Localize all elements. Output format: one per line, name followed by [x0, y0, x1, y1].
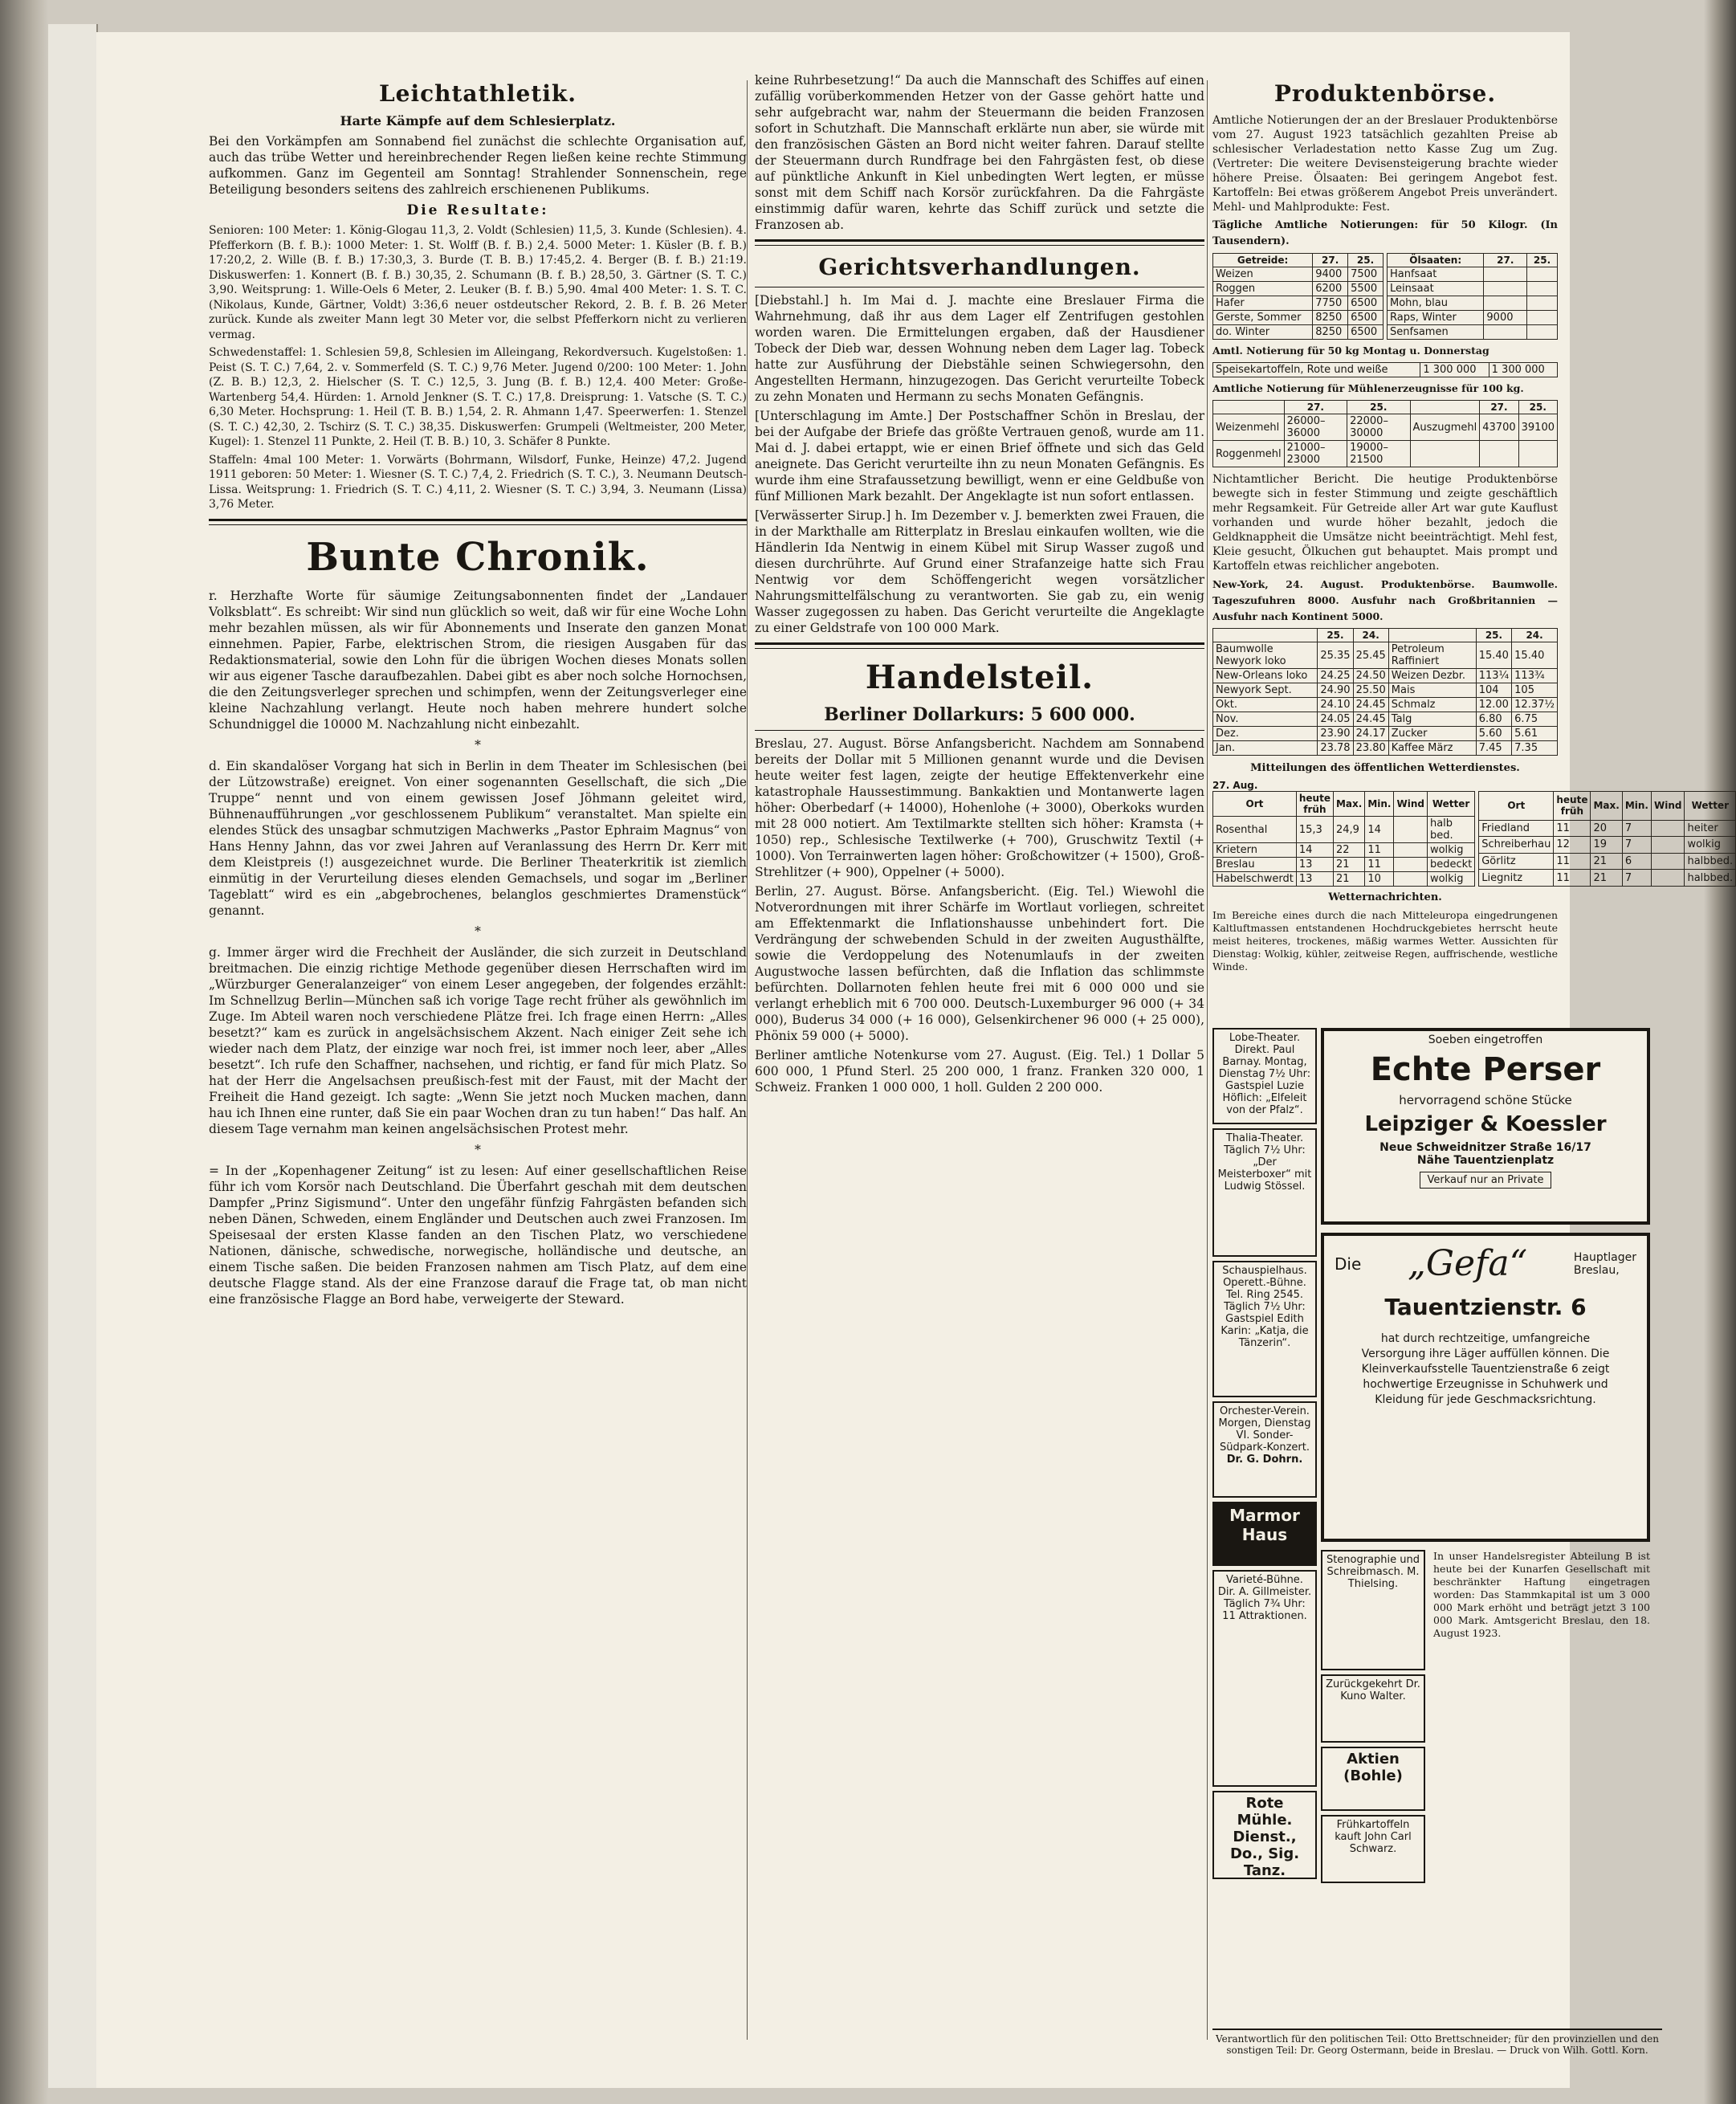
- table-cell: 23.90: [1318, 727, 1353, 741]
- flour-table: [1212, 400, 1558, 467]
- table-cell: Kaffee März: [1388, 741, 1476, 756]
- newspaper-page: [96, 32, 1734, 2088]
- column-rule: [747, 80, 748, 2040]
- table-cell: New-Orleans loko: [1213, 669, 1318, 683]
- weather-header-cell: Min.: [1622, 792, 1651, 821]
- oilseed-header-cell: Ölsaaten:: [1388, 254, 1484, 267]
- table-cell: 105: [1512, 683, 1558, 698]
- table-cell: Hafer: [1213, 296, 1313, 311]
- table-row: [1213, 712, 1558, 727]
- ad-perser-sub: hervorragend schöne Stücke: [1399, 1093, 1572, 1107]
- table-cell: halb bed.: [1427, 817, 1474, 843]
- table-cell: [1394, 817, 1427, 843]
- table-cell: 104: [1476, 683, 1511, 698]
- newyork-title: New-York, 24. August. Produktenbörse. Baumwolle. Tageszufuhren 8000. Ausfuhr nach Großbritannien — Ausfuhr nach Kontinent 5000.: [1212, 578, 1558, 622]
- table-cell: Newyork Sept.: [1213, 683, 1318, 698]
- weather-date: 27. Aug.: [1212, 780, 1258, 791]
- ad-gefa-right2: Breslau,: [1573, 1263, 1620, 1277]
- table-cell: 1 300 000: [1420, 363, 1489, 377]
- table-row: [1213, 642, 1558, 669]
- column-1: [209, 72, 747, 1311]
- table-cell: 6200: [1313, 282, 1348, 296]
- table-cell: 15.40: [1512, 642, 1558, 669]
- flour-header-cell: 25.: [1518, 401, 1557, 414]
- flour-header-cell: [1213, 401, 1285, 414]
- table-cell: Raps, Winter: [1388, 311, 1484, 325]
- produce-header: Produktenbörse.: [1273, 80, 1497, 107]
- court-paragraph-1: [Diebstahl.] h. Im Mai d. J. machte eine Breslauer Firma die Wahrnehmung, daß ihr aus dem Lager elf Zentrifugen gestohlen worden waren. Die Ermittelungen ergaben, daß der Hausdiener Tobeck der Dieb war, dessen Wohnung neben dem Lager lag. Tobeck hatte zur Ausführung der Diebstähle seinen Schwiegersohn, den Angestellten Hermann, hinzugezogen. Das Gericht verurteilte Tobeck zu zehn Monaten und Hermann zu sechs Monaten Gefängnis.: [755, 293, 1204, 404]
- ad-gefa-text: hat durch rechtzeitige, umfangreiche Versorgung ihre Läger auffüllen können. Die Kleinverkaufsstelle Tauentzienstraße 6 zeigt hochwertige Erzeugnisse in Schuhwerk und Kleidung für jede Geschmacksrichtung.: [1361, 1332, 1610, 1406]
- ad-gefa-right: [1574, 1251, 1636, 1277]
- table-cell: [1484, 282, 1527, 296]
- table-cell: 7500: [1348, 267, 1384, 282]
- table-row: [1479, 853, 1736, 870]
- table-row: [1213, 872, 1475, 887]
- table-cell: 24.45: [1353, 698, 1388, 712]
- table-cell: 20: [1591, 820, 1622, 837]
- table-cell: halbbed.: [1685, 853, 1736, 870]
- table-cell: Friedland: [1479, 820, 1554, 837]
- table-cell: 11: [1365, 843, 1394, 858]
- scan-edge-right: [1704, 0, 1736, 2104]
- grain-header-cell: 27.: [1313, 254, 1348, 267]
- table-cell: halbbed.: [1685, 870, 1736, 887]
- table-cell: 14: [1365, 817, 1394, 843]
- weather-tables: [1212, 791, 1734, 887]
- weather-header-cell: Min.: [1365, 792, 1394, 817]
- ny-header-cell: 25.: [1318, 629, 1353, 642]
- table-cell: [1651, 870, 1684, 887]
- ad-stenographie: [1321, 1550, 1425, 1670]
- register-notice: In unser Handelsregister Abteilung B ist heute bei der Kunarfen Gesellschaft mit beschränkter Haftung eingetragen worden: Das Stammkapital ist um 3 000 000 Mark erhöht und beträgt jetzt 3 100 000 Mark. Amtsgericht Breslau, den 18. August 1923.: [1433, 1550, 1650, 1639]
- table-cell: Schreiberhau: [1479, 837, 1554, 854]
- table-cell: [1651, 820, 1684, 837]
- column-2: [755, 72, 1204, 1099]
- ad-perser-main: Echte Perser: [1370, 1051, 1601, 1088]
- table-cell: Roggen: [1213, 282, 1313, 296]
- dollar-value: 5 600 000.: [1030, 704, 1135, 725]
- weather-header-cell: Max.: [1591, 792, 1622, 821]
- table-cell: Baumwolle Newyork loko: [1213, 642, 1318, 669]
- table-row: [1479, 837, 1736, 854]
- table-cell: 10: [1365, 872, 1394, 887]
- weather-header-cell: Wind: [1394, 792, 1427, 817]
- table-cell: 6500: [1348, 296, 1384, 311]
- table-cell: 39100: [1518, 414, 1557, 441]
- table-cell: 5.61: [1512, 727, 1558, 741]
- dollar-label: Berliner Dollarkurs:: [824, 704, 1025, 725]
- table-cell: wolkig: [1685, 837, 1736, 854]
- weather-header-cell: Ort: [1213, 792, 1297, 817]
- table-cell: 24.45: [1353, 712, 1388, 727]
- table-cell: 24.05: [1318, 712, 1353, 727]
- weather-header-cell: heute früh: [1296, 792, 1333, 817]
- table-row: [1388, 267, 1558, 282]
- table-cell: 22: [1333, 843, 1364, 858]
- sport-subheader: Harte Kämpfe auf dem Schlesierplatz.: [340, 113, 616, 128]
- potato-label: Amtl. Notierung für 50 kg Montag u. Donnerstag: [1212, 345, 1489, 357]
- grain-header-cell: 25.: [1348, 254, 1384, 267]
- table-cell: [1651, 853, 1684, 870]
- table-cell: Habelschwerdt: [1213, 872, 1297, 887]
- court-header: Gerichtsverhandlungen.: [818, 254, 1141, 280]
- table-cell: 7: [1622, 820, 1651, 837]
- table-cell: 23.80: [1353, 741, 1388, 756]
- table-cell: 26000–36000: [1284, 414, 1347, 441]
- table-cell: 21000–23000: [1284, 441, 1347, 467]
- ad-perser-top: Soeben eingetroffen: [1428, 1034, 1543, 1046]
- table-row: [1213, 858, 1475, 872]
- table-cell: [1527, 282, 1558, 296]
- table-row: [1213, 311, 1384, 325]
- table-cell: [1527, 296, 1558, 311]
- chronik-paragraph-4: = In der „Kopenhagener Zeitung“ ist zu lesen: Auf einer gesellschaftlichen Reise führ ich vom Korsör nach Deutschland. Die Überfahrt geschah mit dem deutschen Dampfer „Prinz Sigismund“. Unter den ungefähr fünfzig Fahrgästen befanden sich neben Dänen, Schweden, einem Engländer und Deutschen auch zwei Franzosen. Im Speisesaal der ersten Klasse fanden an den Tischen Platz, wo verschiedene Nationen, dänische, schwedische, norwegische, holländische und deutsche, an einem Tische saßen. Die beiden Franzosen nahmen am Tisch Platz, auf dem eine deutsche Flagge stand. Als der eine Franzose darauf die Frage tat, ob man nicht eine französische Flagge an Bord habe, verweigerte der Steward.: [209, 1163, 747, 1307]
- ad-rote-text: Rote Mühle. Dienst., Do., Sig. Tanz.: [1229, 1795, 1300, 1879]
- table-row: [1213, 296, 1384, 311]
- table-cell: heiter: [1685, 820, 1736, 837]
- forecast-title: Wetternachrichten.: [1328, 891, 1442, 903]
- weather-header-cell: Wetter: [1427, 792, 1474, 817]
- table-cell: 21: [1333, 872, 1364, 887]
- ad-perser-addr: Neue Schweidnitzer Straße 16/17: [1379, 1141, 1591, 1154]
- table-cell: 8250: [1313, 311, 1348, 325]
- ad-rote-muehle: [1212, 1791, 1317, 1879]
- ad-variete: [1212, 1570, 1317, 1787]
- ad-variete-text: Varieté-Bühne. Dir. A. Gillmeister. Täglich 7¾ Uhr: 11 Attraktionen.: [1217, 1574, 1312, 1622]
- table-cell: Talg: [1388, 712, 1476, 727]
- oilseed-table: [1387, 253, 1558, 340]
- table-cell: 9400: [1313, 267, 1348, 282]
- ad-thalia-theater: [1212, 1128, 1317, 1257]
- weather-table-left: [1212, 791, 1475, 887]
- ad-steno-text: Stenographie und Schreibmasch. M. Thielsing.: [1326, 1554, 1420, 1590]
- table-cell: 7: [1622, 870, 1651, 887]
- table-cell: Speisekartoffeln, Rote und weiße: [1213, 363, 1420, 377]
- oilseed-header-cell: 27.: [1484, 254, 1527, 267]
- table-cell: Okt.: [1213, 698, 1318, 712]
- table-cell: 24.17: [1353, 727, 1388, 741]
- ny-header-cell: [1388, 629, 1476, 642]
- table-row: [1213, 441, 1558, 467]
- table-cell: 24,9: [1333, 817, 1364, 843]
- ad-orchester-text: Orchester-Verein. Morgen, Dienstag VI. Sonder-Südpark-Konzert.: [1218, 1405, 1311, 1454]
- column-rule: [1207, 80, 1208, 2040]
- sport-header: Leichtathletik.: [378, 80, 577, 107]
- ad-zahnarzt: [1321, 1674, 1425, 1743]
- table-cell: Roggenmehl: [1213, 441, 1285, 467]
- table-cell: Weizen Dezbr.: [1388, 669, 1476, 683]
- ad-gefa-brand: „Gefa“: [1408, 1243, 1528, 1284]
- table-row: [1213, 843, 1475, 858]
- table-cell: Görlitz: [1479, 853, 1554, 870]
- table-cell: 113¼: [1476, 669, 1511, 683]
- table-cell: 13: [1296, 858, 1333, 872]
- ad-thalia-text: Thalia-Theater. Täglich 7½ Uhr: „Der Meisterboxer“ mit Ludwig Stössel.: [1217, 1132, 1312, 1193]
- table-cell: 6: [1622, 853, 1651, 870]
- table-row: [1388, 311, 1558, 325]
- table-row: [1213, 669, 1558, 683]
- table-cell: wolkig: [1427, 843, 1474, 858]
- table-cell: [1527, 267, 1558, 282]
- table-cell: [1394, 843, 1427, 858]
- weather-title: Mitteilungen des öffentlichen Wetterdienstes.: [1250, 762, 1520, 774]
- table-cell: Gerste, Sommer: [1213, 311, 1313, 325]
- ad-gefa: [1321, 1233, 1650, 1542]
- table-cell: 11: [1554, 820, 1591, 837]
- footer-imprint: Verantwortlich für den politischen Teil: Otto Brettschneider; für den provinziellen und den sonstigen Teil: Dr. Georg Ostermann, beide in Breslau. — Druck von Wilh. Gottl. Korn.: [1212, 2029, 1662, 2056]
- table-cell: 15,3: [1296, 817, 1333, 843]
- table-cell: 24.25: [1318, 669, 1353, 683]
- ad-marmor-text: Marmor Haus: [1229, 1506, 1300, 1544]
- market-report: Nichtamtlicher Bericht. Die heutige Produktenbörse bewegte sich in fester Stimmung und zeigte geschäftlich mehr Regsamkeit. Für Getreide aller Art war gute Kauflust vorhanden und wurde höher bezahlt, jedoch die Geldknappheit die Umsätze nicht beeinträchtigt. Mehl fest, Kleie gesucht, Ölkuchen gut behauptet. Mais prompt und Kartoffeln etwas reichlicher angeboten.: [1212, 473, 1558, 573]
- court-paragraph-3: [Verwässerter Sirup.] h. Im Dezember v. J. bemerkten zwei Frauen, die in der Markthalle am Ritterplatz in Breslau einkaufen wollten, wie die Händlerin Ida Nentwig in einem Kübel mit Sirup Wasser zugoß und diesen durchrührte. Auf Grund einer Strafanzeige hatte sich Frau Nentwig vor dem Schöffengericht wegen vorsätzlicher Nahrungsmittelfälschung zu verantworten. Sie gab zu, ein wenig Wasser zugegossen zu haben. Das Gericht verurteilte die Angeklagte zu einer Geldstrafe von 100 000 Mark.: [755, 508, 1204, 635]
- table-cell: 24.50: [1353, 669, 1388, 683]
- section-divider: [755, 642, 1204, 649]
- results-title: Die Resultate:: [406, 202, 549, 218]
- table-cell: 25.45: [1353, 642, 1388, 669]
- table-cell: Mais: [1388, 683, 1476, 698]
- trade-paragraph-1: Breslau, 27. August. Börse Anfangsbericht. Nachdem am Sonnabend bereits der Dollar mit 5 Millionen genannt wurde und die Devisen heute weiter fest lagen, zeigte der heutige Effektenverkehr eine katastrophale Haussestimmung. Bankaktien und Montanwerte lagen höher: Oberbedarf (+ 14000), Hohenlohe (+ 3000), Oberkoks wurden mit 28 000 notiert. Am Textilmarkte stellten sich höher: Kramsta (+ 1050) rep., Schlesische Textilwerke (+ 700), Gruschwitz Textil (+ 1000). Von Terrainwerten lagen höher: Großchowitzer (+ 1500), Groß-Strehlitzer (+ 900), Oppelner (+ 5000).: [755, 736, 1204, 879]
- continued-text: keine Ruhrbesetzung!“ Da auch die Mannschaft des Schiffes auf einen zufällig vorüberkommenden Hetzer von der Gasse gehört hatte und sehr aufgebracht war, nahm der Steuermann die beiden Franzosen sofort in Schutzhaft. Die Mannschaft erklärte nun aber, sie würde mit den französischen Gästen an Bord nicht weiter fahren. Darauf stellte der Steuermann durch Rundfrage bei den Fahrgästen fest, ob diese auf pünktliche Ankunft in Kiel unbedingten Wert legten, er müsse sonst mit dem Schiff nach Korsör zurückfahren. Da die Fahrgäste einstimmig dafür waren, kehrte das Schiff zurück und setzte die Franzosen ab.: [755, 73, 1204, 232]
- table-cell: 24.90: [1318, 683, 1353, 698]
- table-row: [1213, 267, 1384, 282]
- weather-header-cell: Ort: [1479, 792, 1554, 821]
- scan-edge-left: [0, 0, 48, 2104]
- ny-header-cell: [1213, 629, 1318, 642]
- table-cell: 6500: [1348, 325, 1384, 340]
- binding-strip: [48, 24, 98, 2088]
- table-cell: 6.80: [1476, 712, 1511, 727]
- table-cell: 11: [1554, 853, 1591, 870]
- ny-header-cell: 24.: [1353, 629, 1388, 642]
- flour-header-cell: 27.: [1480, 401, 1518, 414]
- table-cell: 6500: [1348, 311, 1384, 325]
- table-row: [1213, 817, 1475, 843]
- flour-header-cell: [1410, 401, 1480, 414]
- table-row: [1388, 296, 1558, 311]
- ad-schauspielhaus: [1212, 1261, 1317, 1397]
- table-cell: 21: [1591, 870, 1622, 887]
- ny-header-cell: 24.: [1512, 629, 1558, 642]
- table-cell: 12.00: [1476, 698, 1511, 712]
- separator-star: *: [475, 737, 481, 752]
- table-cell: 8250: [1313, 325, 1348, 340]
- results-text-3: Staffeln: 4mal 100 Meter: 1. Vorwärts (Bohrmann, Wilsdorf, Funke, Heinze) 47,2. Jugend 1911 geboren: 50 Meter: 1. Wiesner (S. T. C.) 7,4, 2. Friedrich (S. T. C.), 3. Neumann Deutsch-Lissa. Weitsprung: 1. Friedrich (S. T. C.) 4,11, 2. Wiesner (S. T. C.) 3,94, 3. Neumann (Lissa) 3,76 Meter.: [209, 453, 747, 511]
- ad-fruehkartoffeln: [1321, 1815, 1425, 1883]
- table-row: [1213, 363, 1558, 377]
- table-cell: 7.45: [1476, 741, 1511, 756]
- table-row: [1213, 683, 1558, 698]
- results-text-2: Schwedenstaffel: 1. Schlesien 59,8, Schlesien im Alleingang, Rekordversuch. Kugelstoßen: 1. Peist (S. T. C.) 7,64, 2. v. Sommerfeld (S. T. C.) 9,76 Meter. Jugend 0/200: 100 Meter: 1. John (Z. B. B.) 12,3, 2. Hielscher (S. T. C.) 12,5, 3. Jung (B. f. B.) 12,4. 400 Meter: Große-Wartenberg 54,4. Hürden: 1. Arnold Jenkner (S. T. C.) 17,8. Dreisprung: 1. Vatsche (S. T. C.) 6,30 Meter. Hochsprung: 1. Heil (T. B. B.) 1,54, 2. R. Ahmann 1,47. Speerwerfen: 1. Stenzel (S. T. C.) 42,30, 2. Tschirz (S. T. C.) 38,35. Diskuswerfen: Grumpeli (Weltmeister, 200 Meter, Kugel): 1. Stenzel 11 Punkte, 2. Heil (T. B. B.) 10, 3. Schäfer 8 Punkte.: [209, 346, 747, 448]
- table-cell: [1518, 441, 1557, 467]
- table-cell: 12.37½: [1512, 698, 1558, 712]
- potato-table: [1212, 362, 1558, 377]
- grain-header-cell: Getreide:: [1213, 254, 1313, 267]
- chronik-header: Bunte Chronik.: [306, 534, 650, 580]
- ad-marmor-haus: [1212, 1502, 1317, 1566]
- table-cell: 7.35: [1512, 741, 1558, 756]
- ad-lobe-theater: [1212, 1028, 1317, 1124]
- table-cell: 43700: [1480, 414, 1518, 441]
- table-cell: [1484, 325, 1527, 340]
- table-cell: Schmalz: [1388, 698, 1476, 712]
- section-divider: [755, 239, 1204, 246]
- produce-intro: Amtliche Notierungen der an der Breslauer Produktenbörse vom 27. August 1923 tatsächlich gezahlten Preise ab schlesischer Verladestation netto Kasse Zug um Zug. (Vertreter: Die weitere Devisensteigerung brachte wieder höhere Preise. Ölsaaten: Bei geringem Angebot fest. Kartoffeln: Bei etwas größerem Angebot Preis unverändert. Mehl- und Mahlprodukte: Fest.: [1212, 114, 1558, 214]
- table-cell: [1527, 311, 1558, 325]
- weather-table-right: [1478, 791, 1736, 887]
- table-cell: 13: [1296, 872, 1333, 887]
- ad-fruehkart-text: Frühkartoffeln kauft John Carl Schwarz.: [1335, 1819, 1412, 1855]
- ad-gefa-right1: Hauptlager: [1573, 1250, 1636, 1264]
- table-row: [1479, 870, 1736, 887]
- ad-gefa-pre: Die: [1335, 1254, 1362, 1274]
- table-row: [1479, 820, 1736, 837]
- ad-perser-note: Verkauf nur an Private: [1420, 1172, 1551, 1189]
- table-cell: 23.78: [1318, 741, 1353, 756]
- table-cell: 19: [1591, 837, 1622, 854]
- table-cell: 24.10: [1318, 698, 1353, 712]
- table-cell: 113¾: [1512, 669, 1558, 683]
- table-cell: bedeckt: [1427, 858, 1474, 872]
- table-cell: 15.40: [1476, 642, 1511, 669]
- weather-header-cell: Wetter: [1685, 792, 1736, 821]
- table-row: [1388, 282, 1558, 296]
- table-cell: 6.75: [1512, 712, 1558, 727]
- grain-table: [1212, 253, 1384, 340]
- ad-aktien: [1321, 1747, 1425, 1811]
- flour-label: Amtliche Notierung für Mühlenerzeugnisse für 100 kg.: [1212, 382, 1524, 394]
- separator-star: *: [475, 924, 481, 939]
- table-cell: Petroleum Raffiniert: [1388, 642, 1476, 669]
- table-cell: [1410, 441, 1480, 467]
- ad-zahn-text: Zurückgekehrt Dr. Kuno Walter.: [1326, 1678, 1420, 1702]
- ad-perser-addr2: Nähe Tauentzienplatz: [1416, 1154, 1555, 1167]
- table-cell: 5500: [1348, 282, 1384, 296]
- trade-paragraph-2: Berlin, 27. August. Börse. Anfangsbericht. (Eig. Tel.) Wiewohl die Notverordnungen mit ihrer Schärfe im Wortlaut vorliegen, schreitet am Effektenmarkt die Inflationshausse unbehindert fort. Die Verdrängung der schwebenden Schuld in der zweiten Augusthälfte, sowie die Verdoppelung des Notenumlaufs in der zweiten Augustwoche lassen befürchten, daß die Inflation das schlimmste befürchten. Dollarnoten fehlen heute frei mit 6 000 000 und sie verlangt erheblich mit 6 700 000. Deutsch-Luxemburger 96 000 (+ 34 000), Buderus 34 000 (+ 16 000), Gelsenkirchener 96 000 (+ 25 000), Phönix 59 000 (+ 5000).: [755, 884, 1204, 1043]
- table-row: [1213, 414, 1558, 441]
- thin-rule: [755, 730, 1204, 731]
- ad-gefa-street: Tauentzienstr. 6: [1384, 1294, 1587, 1320]
- ad-gefa-top: [1326, 1238, 1644, 1289]
- table-cell: 25.35: [1318, 642, 1353, 669]
- table-cell: 12: [1554, 837, 1591, 854]
- section-divider: [209, 519, 747, 525]
- table-row: [1213, 727, 1558, 741]
- sport-intro: Bei den Vorkämpfen am Sonnabend fiel zunächst die schlechte Organisation auf, auch das trübe Wetter und hereinbrechender Regen ließen keine rechte Stimmung aufkommen. Ganz im Gegenteil am Sonntag! Strahlender Sonnenschein, rege Beteiligung besonders seitens des zahlreich erschienenen Publikums.: [209, 134, 747, 197]
- table-row: [1213, 282, 1384, 296]
- ad-aktien-text: Aktien (Bohle): [1343, 1751, 1403, 1784]
- table-cell: Jan.: [1213, 741, 1318, 756]
- chronik-paragraph-2: d. Ein skandalöser Vorgang hat sich in Berlin in dem Theater im Schlesischen (bei der Lützowstraße) ereignet. Von einer sogenannten Gesellschaft, die sich „Die Truppe“ nennt und von einem gewissen Josef Jöhmann geleitet wird, Bühnenaufführungen „vor geschlossenem Publikum“ veranstaltet. Man spielte ein elendes Stück des unsagbar schmutzigen Machwerks „Pastor Ephraim Magnus“ von Hans Henny Jahnn, das vor zwei Jahren auf Veranlassung des Herrn Dr. Kerr mit dem Kleistpreis (!) ausgezeichnet wurde. Die Berliner Theaterkritik ist ziemlich einmütig in der Verurteilung dieses elenden Gemachsels, und sogar im „Berliner Tageblatt“ wird es ein „abgebrochenes, belanglos geschmiertes Dramenstück“ genannt.: [209, 758, 747, 918]
- table-cell: 21: [1333, 858, 1364, 872]
- ad-echte-perser: [1321, 1028, 1650, 1225]
- table-cell: Breslau: [1213, 858, 1297, 872]
- table-cell: [1480, 441, 1518, 467]
- table-cell: 7: [1622, 837, 1651, 854]
- chronik-paragraph-1: r. Herzhafte Worte für säumige Zeitungsabonnenten findet der „Landauer Volksblatt“. Es schreibt: Wir sind nun glücklich so weit, daß wir für eine Woche Lohn mehr bezahlen müssen, als wir für Abonnements und Inserate den ganzen Monat einnehmen. Papier, Farbe, elektrischen Strom, die riesigen Ausgaben für das Redaktionsmaterial, sowie den Lohn für die übrigen Wochen dieses Monats sollen wir aus eigener Tasche daraufbezahlen. Dabei gibt es aber noch solche Hornochsen, die den Zeitungsverleger sprechen und schimpfen, wenn der Zeitungsverleger eine kleine Nachzahlung verlangt. Heute noch haben mehrere hundert solche Schundniggel die 10000 M. Nachzahlung nicht einbezahlt.: [209, 588, 747, 732]
- table-cell: 7750: [1313, 296, 1348, 311]
- weather-header-cell: heute früh: [1554, 792, 1591, 821]
- price-title: Tägliche Amtliche Notierungen: für 50 Kilogr. (In Tausendern).: [1212, 219, 1558, 247]
- table-cell: Rosenthal: [1213, 817, 1297, 843]
- table-cell: do. Winter: [1213, 325, 1313, 340]
- flour-header-cell: 27.: [1284, 401, 1347, 414]
- table-cell: Liegnitz: [1479, 870, 1554, 887]
- table-cell: 9000: [1484, 311, 1527, 325]
- table-cell: 5.60: [1476, 727, 1511, 741]
- table-row: [1213, 741, 1558, 756]
- ad-orchester-verein: [1212, 1401, 1317, 1498]
- ad-dohrn-text: Dr. G. Dohrn.: [1226, 1454, 1303, 1466]
- oilseed-header-cell: 25.: [1527, 254, 1558, 267]
- table-cell: Hanfsaat: [1388, 267, 1484, 282]
- table-cell: 21: [1591, 853, 1622, 870]
- newyork-table: [1212, 628, 1558, 756]
- table-cell: [1484, 296, 1527, 311]
- dollar-rate: [755, 704, 1204, 725]
- table-cell: Senfsamen: [1388, 325, 1484, 340]
- table-cell: Weizen: [1213, 267, 1313, 282]
- table-row: [1213, 698, 1558, 712]
- table-cell: [1484, 267, 1527, 282]
- table-cell: 25.50: [1353, 683, 1388, 698]
- table-cell: Dez.: [1213, 727, 1318, 741]
- table-cell: 19000–21500: [1347, 441, 1410, 467]
- ad-perser-firm: Leipziger & Koessler: [1364, 1112, 1607, 1136]
- forecast-text: Im Bereiche eines durch die nach Mitteleuropa eingedrungenen Kaltluftmassen entstandenen Hochdruckgebietes herrscht heute meist heiteres, trockenes, mäßig warmes Wetter. Aussichten für Dienstag: Wolkig, kühler, zeitweise Regen, auffrischende, westliche Winde.: [1212, 909, 1558, 972]
- ny-header-cell: 25.: [1476, 629, 1511, 642]
- table-cell: Nov.: [1213, 712, 1318, 727]
- table-cell: Weizenmehl: [1213, 414, 1285, 441]
- trade-header: Handelsteil.: [865, 659, 1094, 696]
- table-cell: 11: [1365, 858, 1394, 872]
- separator-star: *: [475, 1142, 481, 1157]
- results-text: Senioren: 100 Meter: 1. König-Glogau 11,3, 2. Voldt (Schlesien) 11,5, 3. Kunde (Schlesien). 4. Pfefferkorn (B. f. B.): 1000 Meter: 1. St. Wolff (B. f. B.) 2,4. 5000 Meter: 1. Küsler (B. f. B.) 17:20,2, 2. Wille (B. f. B.) 17:30,3, 3. Burde (T. B. B.) 17:45,2. 4. Berger (B. f. B.) 21:19. Diskuswerfen: 1. Konnert (B. f. B.) 30,35, 2. Schumann (B. f. B.) 28,50, 3. Gärtner (S. T. C.) 3,90. Weitsprung: 1. Wille-Oels 6 Meter, 2. Leuker (B. f. B.) 5,90. 4mal 400 Meter: 1. S. T. C. (Nikolaus, Kunde, Gärtner, Voldt) 3:36,6 neuer ostdeutscher Rekord, 2. B. f. B. 26 Meter zurück. Kunde als zweiter Mann legt 30 Meter vor, die selbst Pfefferkorn nicht zu verlieren vermag.: [209, 224, 747, 341]
- weather-header-cell: Max.: [1333, 792, 1364, 817]
- table-cell: Auszugmehl: [1410, 414, 1480, 441]
- column-3: [1212, 72, 1734, 977]
- ad-lobe-text: Lobe-Theater. Direkt. Paul Barnay. Montag, Dienstag 7½ Uhr: Gastspiel Luzie Höflich: „Elfeleit von der Pfalz“.: [1218, 1032, 1311, 1116]
- court-paragraph-2: [Unterschlagung im Amte.] Der Postschaffner Schön in Breslau, der bei der Aufgabe der Briefe das größte Vertrauen genoß, wurde am 11. Mai d. J. dabei ertappt, wie er einen Brief öffnete und sich das Geld aneignete. Das Gericht verurteilte ihn zu neun Monaten Gefängnis. Es wurde ihm eine Strafaussetzung bewilligt, wenn er eine Geldbuße von fünf Millionen Mark bezahlt. Der Angeklagte ist nun sofort entlassen.: [755, 409, 1204, 504]
- table-cell: Krietern: [1213, 843, 1297, 858]
- table-cell: 11: [1554, 870, 1591, 887]
- table-cell: wolkig: [1427, 872, 1474, 887]
- ad-schauspiel-text: Schauspielhaus. Operett.-Bühne. Tel. Ring 2545. Täglich 7½ Uhr: Gastspiel Edith Karin: „Katja, die Tänzerin“.: [1220, 1265, 1309, 1349]
- table-cell: Mohn, blau: [1388, 296, 1484, 311]
- table-row: [1388, 325, 1558, 340]
- table-cell: 14: [1296, 843, 1333, 858]
- table-cell: 22000–30000: [1347, 414, 1410, 441]
- table-cell: [1394, 858, 1427, 872]
- table-cell: 1 300 000: [1489, 363, 1557, 377]
- flour-header-cell: 25.: [1347, 401, 1410, 414]
- table-cell: Leinsaat: [1388, 282, 1484, 296]
- table-row: [1213, 325, 1384, 340]
- table-cell: [1394, 872, 1427, 887]
- chronik-paragraph-3: g. Immer ärger wird die Frechheit der Ausländer, die sich zurzeit in Deutschland breitmachen. Die einzig richtige Methode gegenüber diesen Herrschaften wird im „Würzburger Generalanzeiger“ von einem Leser angegeben, der folgendes erzählt: Im Schnellzug Berlin—München saß ich vorige Tage recht früher als gewöhnlich im Zuge. Im Abteil waren noch verschiedene Plätze frei. Ich frage einen Herrn: „Alles besetzt?“ kam es zurück in angelsächsischem Akzent. Nach einiger Zeit sehe ich wieder nach dem Platz, der einzige war noch frei, ist immer noch leer, aber „Alles besetzt“. Ich rufe den Schaffner, nachsehen, und richtig, er fand für mich Platz. So hat der Herr die Angelsachsen preußisch-fest mit der Faust, mit der Macht der Freiheit die Hand gezeigt. Ich sagte: „Wenn Sie jetzt noch Mucken machen, dann hau ich Ihnen eine runter, daß Sie ein paar Wochen dran zu tun haben!“ Das half. An diesem Tage vernahm man keinen angelsächsischen Protest mehr.: [209, 944, 747, 1136]
- trade-paragraph-3: Berliner amtliche Notenkurse vom 27. August. (Eig. Tel.) 1 Dollar 5 600 000, 1 Pfund Sterl. 25 200 000, 1 franz. Franken 320 000, 1 Schweiz. Franken 1 000 000, 1 holl. Gulden 2 200 000.: [755, 1048, 1204, 1095]
- table-cell: [1527, 325, 1558, 340]
- weather-header-cell: Wind: [1651, 792, 1684, 821]
- table-cell: Zucker: [1388, 727, 1476, 741]
- table-cell: [1651, 837, 1684, 854]
- price-tables: [1212, 253, 1558, 340]
